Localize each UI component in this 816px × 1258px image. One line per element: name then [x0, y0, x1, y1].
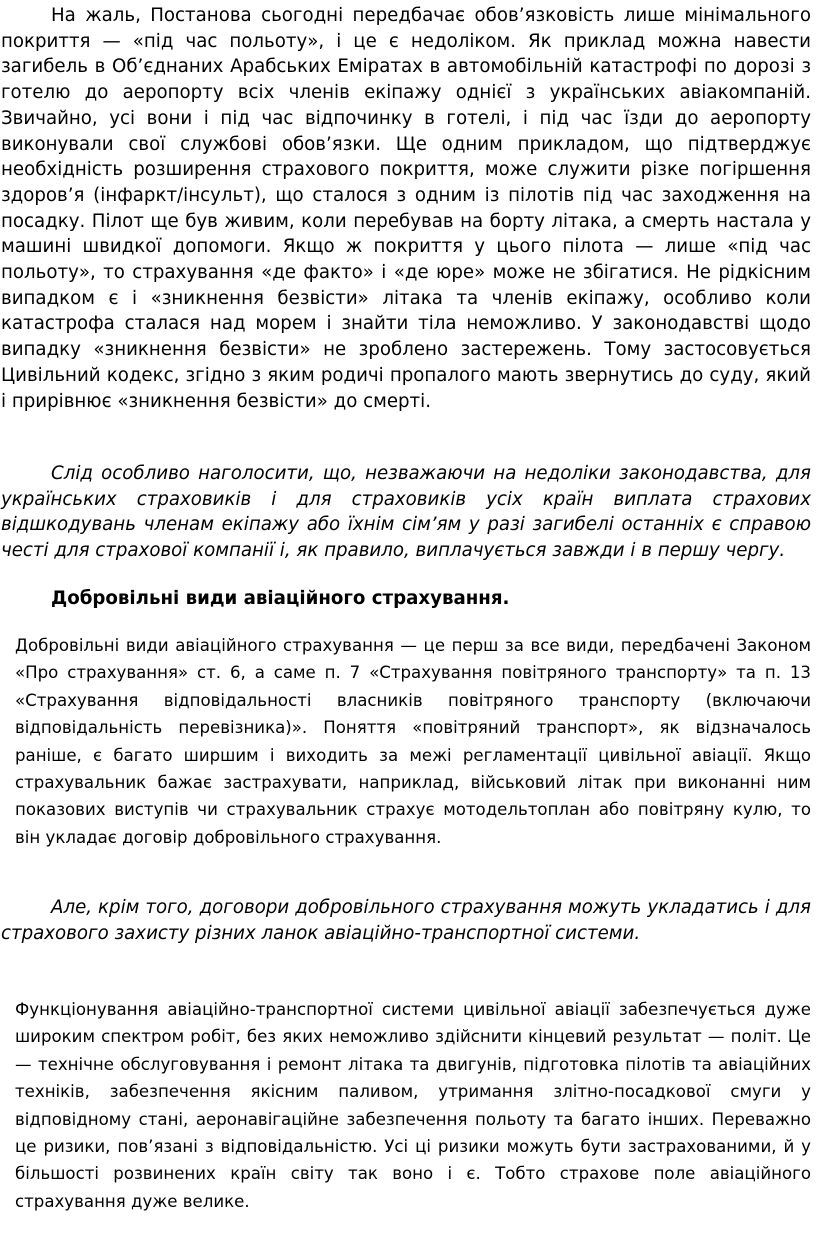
section-heading: Добровільні види авіаційного страхування.	[51, 588, 510, 609]
body-paragraph: На жаль, Постанова сьогодні передбачає обов’язковість лише мінімального покриття — «під час польоту», і це є недоліком. Як приклад можна навести загибель в Об’єднаних Арабських Еміратах в автомобільній катастрофі по дорозі з готелю до аеропорту всіх членів екіпажу однієї з українських авіакомпаній. Звичайно, усі вони і під час відпочинку в готелі, і під час їзди до аеропорту виконували свої службові обов’язки. Ще одним прикладом, що підтверджує необхідність розширення страхового покриття, може служити різке погіршення здоров’я (інфаркт/інсульт), що сталося з одним із пілотів під час заходження на посадку. Пілот ще був живим, коли перебував на борту літака, а смерть настала у машині швидкої допомоги. Якщо ж покриття у цього пілота — лише «під час польоту», то страхування «де факто» і «де юре» може не збігатися. Не рідкісним випадком є і «зникнення безвісти» літака та членів екіпажу, особливо коли катастрофа сталася над морем і знайти тіла неможливо. У законодавстві щодо випадку «зникнення безвісти» не зроблено застережень. Тому застосовується Цивільний кодекс, згідно з яким родичі пропалого мають звернутись до суду, який і прирівнює «зникнення безвісти» до смерті.	[1, 5, 811, 412]
body-paragraph: Добровільні види авіаційного страхування — це перш за все види, передбачені Законом «Про страхування» ст. 6, а саме п. 7 «Страхування повітряного транспорту» та п. 13 «Страхування відповідальності власників повітряного транспорту (включаючи відповідальність перевізника)». Поняття «повітряний транспорт», як відзначалось раніше, є багато ширшим і виходить за межі регламентації цивільної авіації. Якщо страхувальник бажає застрахувати, наприклад, військовий літак при виконанні ним показових виступів чи страхувальник страхує мотодельтоплан або повітряну кулю, то він укладає договір добровільного страхування.	[15, 636, 811, 847]
italic-paragraph: Слід особливо наголосити, що, незважаючи на недоліки законодавства, для українських страховиків і для страховиків усіх країн виплата страхових відшкодувань членам екіпажу або їхнім сім’ям у разі загибелі останніх є справою честі для страхової компанії і, як правило, виплачується завжди і в першу чергу.	[1, 463, 811, 562]
italic-paragraph: Але, крім того, договори добровільного страхування можуть укладатись і для страхового захисту різних ланок авіаційно-транспортної системи.	[1, 897, 811, 944]
body-paragraph: Функціонування авіаційно-транспортної системи цивільної авіації забезпечується дуже широким спектром робіт, без яких неможливо здійснити кінцевий результат — політ. Це — технічне обслуговування і ремонт літака та двигунів, підготовка пілотів та авіаційних техніків, забезпечення якісним паливом, утримання злітно-посадкової смуги у відповідному стані, аеронавігаційне забезпечення польоту та багато інших. Переважно це ризики, пов’язані з відповідальністю. Усі ці ризики можуть бути застрахованими, й у більшості розвинених країн світу так воно і є. Тобто страхове поле авіаційного страхування дуже велике.	[15, 1000, 811, 1211]
